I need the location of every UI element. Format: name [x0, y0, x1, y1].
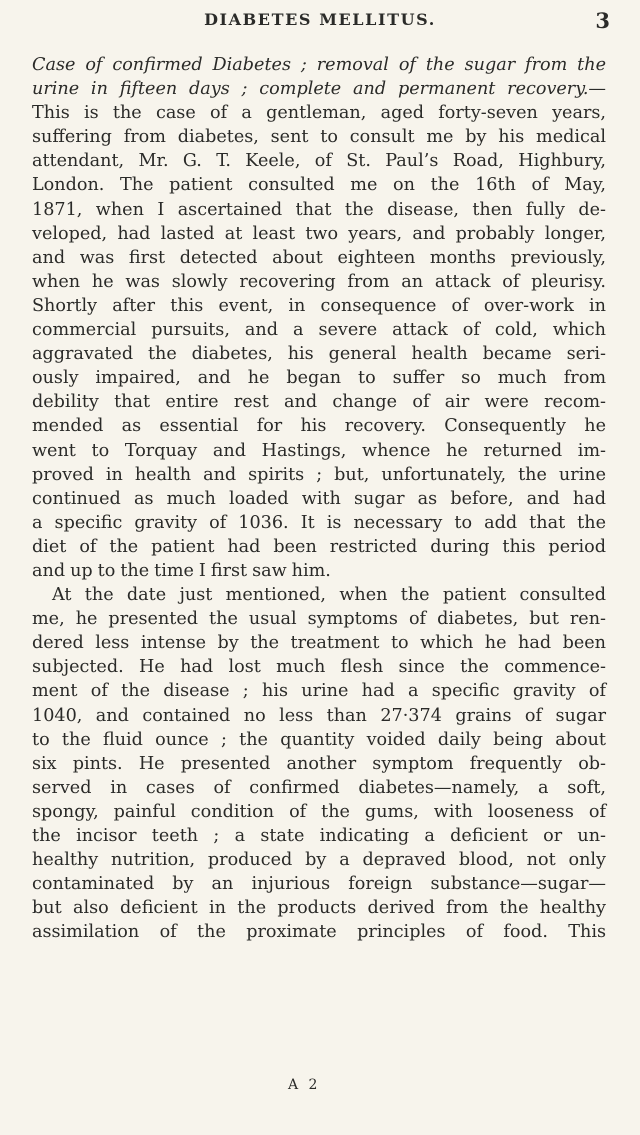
text-line: a specific gravity of 1036. It is necessary to add that the — [32, 512, 606, 533]
body-text — [32, 53, 606, 944]
paragraph — [32, 101, 606, 583]
text-line: diet of the patient had been restricted during this period — [32, 536, 606, 557]
case-heading-line: Case of confirmed Diabetes ; removal of the sugar from the — [32, 55, 606, 75]
text-line: six pints. He presented another symptom frequently ob- — [32, 753, 606, 774]
text-line: proved in health and spirits ; but, unfortunately, the urine — [32, 464, 606, 485]
text-line: 1871, when I ascertained that the disease, then fully de- — [32, 199, 606, 220]
case-heading-italic: urine in fifteen days ; complete and permanent recovery. — [32, 79, 589, 100]
text-line: attendant, Mr. G. T. Keele, of St. Paul’s Road, Highbury, — [32, 151, 606, 172]
text-line: assimilation of the proximate principles of food. This — [32, 922, 606, 943]
text-line: Shortly after this event, in consequence of over-work in — [32, 295, 606, 316]
text-line: dered less intense by the treatment to which he had been — [32, 633, 606, 654]
text-line: healthy nutrition, produced by a depraved blood, not only — [32, 850, 606, 871]
text-line: spongy, painful condition of the gums, with looseness of — [32, 801, 606, 822]
text-line: ously impaired, and he began to suffer so much from — [32, 368, 606, 389]
text-line: London. The patient consulted me on the 16th of May, — [32, 175, 606, 196]
page-number: 3 — [595, 8, 610, 33]
text-line: subjected. He had lost much flesh since the commence- — [32, 657, 606, 678]
signature-mark: A 2 — [288, 1077, 321, 1093]
text-line: At the date just mentioned, when the patient consulted — [52, 585, 606, 606]
text-line: but also deficient in the products derived from the healthy — [32, 898, 606, 919]
text-line: This is the case of a gentleman, aged forty-seven years, — [32, 103, 606, 124]
text-line: suffering from diabetes, sent to consult me by his medical — [32, 127, 606, 148]
text-line: continued as much loaded with sugar as before, and had — [32, 488, 606, 509]
text-line: and up to the time I first saw him. — [32, 560, 331, 581]
text-line: veloped, had lasted at least two years, and probably longer, — [32, 223, 606, 244]
text-line: ment of the disease ; his urine had a specific gravity of — [32, 681, 606, 702]
text-line: to the fluid ounce ; the quantity voided daily being about — [32, 729, 606, 750]
text-line: mended as essential for his recovery. Consequently he — [32, 416, 606, 437]
paragraph-container — [32, 101, 606, 944]
case-heading-dash: — — [588, 79, 606, 100]
text-line: me, he presented the usual symptoms of diabetes, but ren- — [32, 609, 606, 630]
text-line: aggravated the diabetes, his general health became seri- — [32, 344, 606, 365]
text-line: served in cases of confirmed diabetes—namely, a soft, — [32, 777, 606, 798]
text-line: debility that entire rest and change of air were recom- — [32, 392, 606, 413]
text-line: the incisor teeth ; a state indicating a deficient or un- — [32, 826, 606, 846]
text-line: commercial pursuits, and a severe attack of cold, which — [32, 320, 606, 341]
paragraph — [32, 583, 606, 944]
running-title: DIABETES MELLITUS. — [204, 10, 436, 29]
text-line: and was first detected about eighteen months previously, — [32, 247, 606, 268]
text-line: when he was slowly recovering from an attack of pleurisy. — [32, 271, 606, 292]
text-line: contaminated by an injurious foreign substance—sugar— — [32, 874, 606, 895]
case-heading-line — [32, 77, 606, 101]
text-line: 1040, and contained no less than 27·374 grains of sugar — [32, 705, 606, 726]
text-line: went to Torquay and Hastings, whence he returned im- — [32, 440, 606, 461]
running-head — [0, 10, 640, 36]
